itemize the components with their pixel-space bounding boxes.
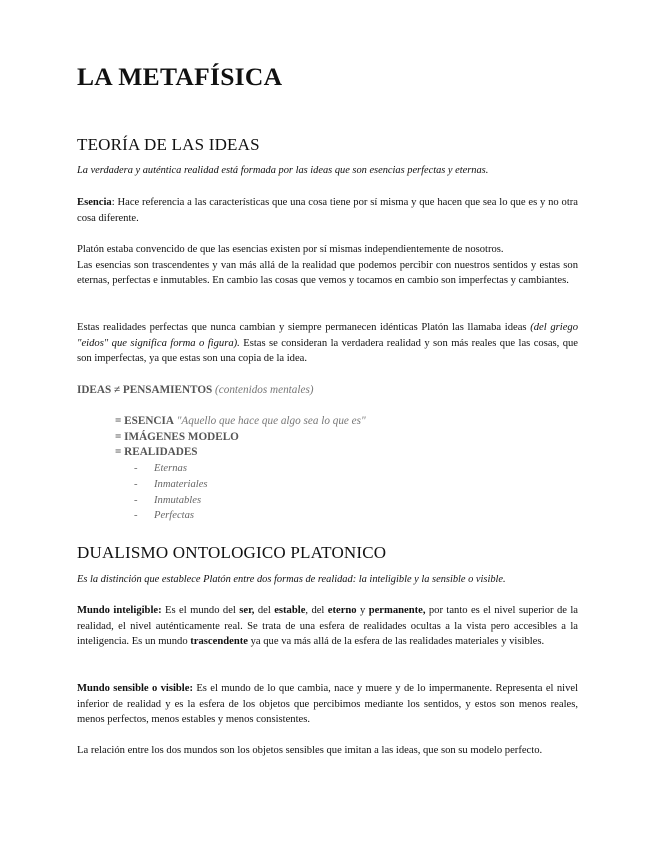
mi-ser: ser, xyxy=(239,605,255,616)
list-item xyxy=(134,493,201,509)
ideas-paragraph xyxy=(77,320,578,367)
esencia-term: Esencia xyxy=(77,197,112,208)
mi-estable: estable xyxy=(274,605,306,616)
ideas-paragraph-a: Estas realidades perfectas que nunca cambian y siempre permanecen idénticas Platón las llamaba ideas xyxy=(77,322,531,333)
teoria-intro: La verdadera y auténtica realidad está formada por las ideas que son esencias perfectas y eternas. xyxy=(77,165,489,176)
esencias-paragraph-rest: Las esencias son trascendentes y van más allá de la realidad que podemos percibir con nuestros sentidos y estas son eternas, perfectas e inmutables. En cambio las cosas que vemos y tocamos en cambio son imperfectas y cambiantes. xyxy=(77,259,578,286)
mi-eterno: eterno xyxy=(327,605,357,616)
relacion-paragraph: La relación entre los dos mundos son los objetos sensibles que imitan a las ideas, que son su modelo perfecto. xyxy=(77,745,543,756)
mi-text-d: y xyxy=(356,605,369,616)
eq-esencia-label: = ESENCIA xyxy=(115,415,174,427)
ideas-paragraph-b: Estas se consideran la verdadera realidad y son más reales que las cosas, que son imperfectas, ya que estas son una copia de la idea. xyxy=(77,337,579,364)
ideas-paragraph-eidos: (del griego "eidos" que significa forma o figura). xyxy=(77,322,579,349)
prop-inmateriales: Inmateriales xyxy=(154,479,208,490)
eq-esencia xyxy=(115,414,366,430)
mundo-sensible-text: Es el mundo de lo que cambia, nace y muere y de lo impermanente. Representa el nivel inferior de realidad y es la esfera de los objetos que percibimos mediante los sentidos, y estos son menos reales, menos perfectos, menos estables y menos consistentes. xyxy=(77,683,579,725)
mi-trascendente: trascendente xyxy=(190,636,248,647)
mundo-inteligible-term: Mundo inteligible: xyxy=(77,605,162,616)
dash-bullet: - xyxy=(134,510,138,521)
list-item xyxy=(134,477,208,493)
eq-imagenes-label: = IMÁGENES MODELO xyxy=(115,430,239,443)
eq-esencia-quote: "Aquello que hace que algo sea lo que es" xyxy=(173,415,366,427)
prop-eternas: Eternas xyxy=(154,463,187,474)
mi-text-b: del xyxy=(254,605,275,616)
esencia-text: : Hace referencia a las características que una cosa tiene por sí misma y que hacen que sea lo que es y no otra cosa diferente. xyxy=(77,197,578,224)
prop-perfectas: Perfectas xyxy=(154,510,195,521)
list-item xyxy=(134,461,187,477)
page-title: LA METAFÍSICA xyxy=(77,62,283,91)
eq-realidades xyxy=(115,445,198,461)
eq-realidades-label: = REALIDADES xyxy=(115,446,198,458)
mi-text-a: Es el mundo del xyxy=(161,605,240,616)
ideas-vs-pensamientos xyxy=(77,383,314,399)
mi-text-c: , del xyxy=(305,605,328,616)
esencia-definition xyxy=(77,195,578,226)
section-heading-teoria: TEORÍA DE LAS IDEAS xyxy=(77,135,260,154)
mundo-sensible-paragraph xyxy=(77,681,578,728)
ideas-neq-pensamientos: IDEAS ≠ PENSAMIENTOS xyxy=(77,384,213,396)
dash-bullet: - xyxy=(134,479,138,490)
mundo-inteligible-paragraph xyxy=(77,603,578,650)
esencias-paragraph-line1: Platón estaba convencido de que las esencias existen por sí mismas independientemente de nosotros. xyxy=(77,244,504,255)
mi-text-f: ya que va más allá de la esfera de las realidades materiales y visibles. xyxy=(247,636,545,647)
dualismo-intro: Es la distinción que establece Platón entre dos formas de realidad: la inteligible y la sensible o visible. xyxy=(77,574,506,585)
eq-imagenes-modelo xyxy=(115,430,239,446)
dash-bullet: - xyxy=(134,463,138,474)
mi-permanente: permanente, xyxy=(368,605,426,616)
section-heading-dualismo: DUALISMO ONTOLOGICO PLATONICO xyxy=(77,543,387,562)
contenidos-mentales: (contenidos mentales) xyxy=(212,384,314,396)
mundo-sensible-term: Mundo sensible o visible: xyxy=(77,683,193,694)
prop-inmutables: Inmutables xyxy=(154,494,202,506)
mi-text-e: por tanto es el nivel superior de la realidad, el nivel auténticamente real. Se trata de una esfera de realidades ocultas a la vista pero accesibles a la inteligencia. Es un mundo xyxy=(77,605,578,647)
list-item xyxy=(134,508,194,524)
dash-bullet: - xyxy=(134,494,138,506)
